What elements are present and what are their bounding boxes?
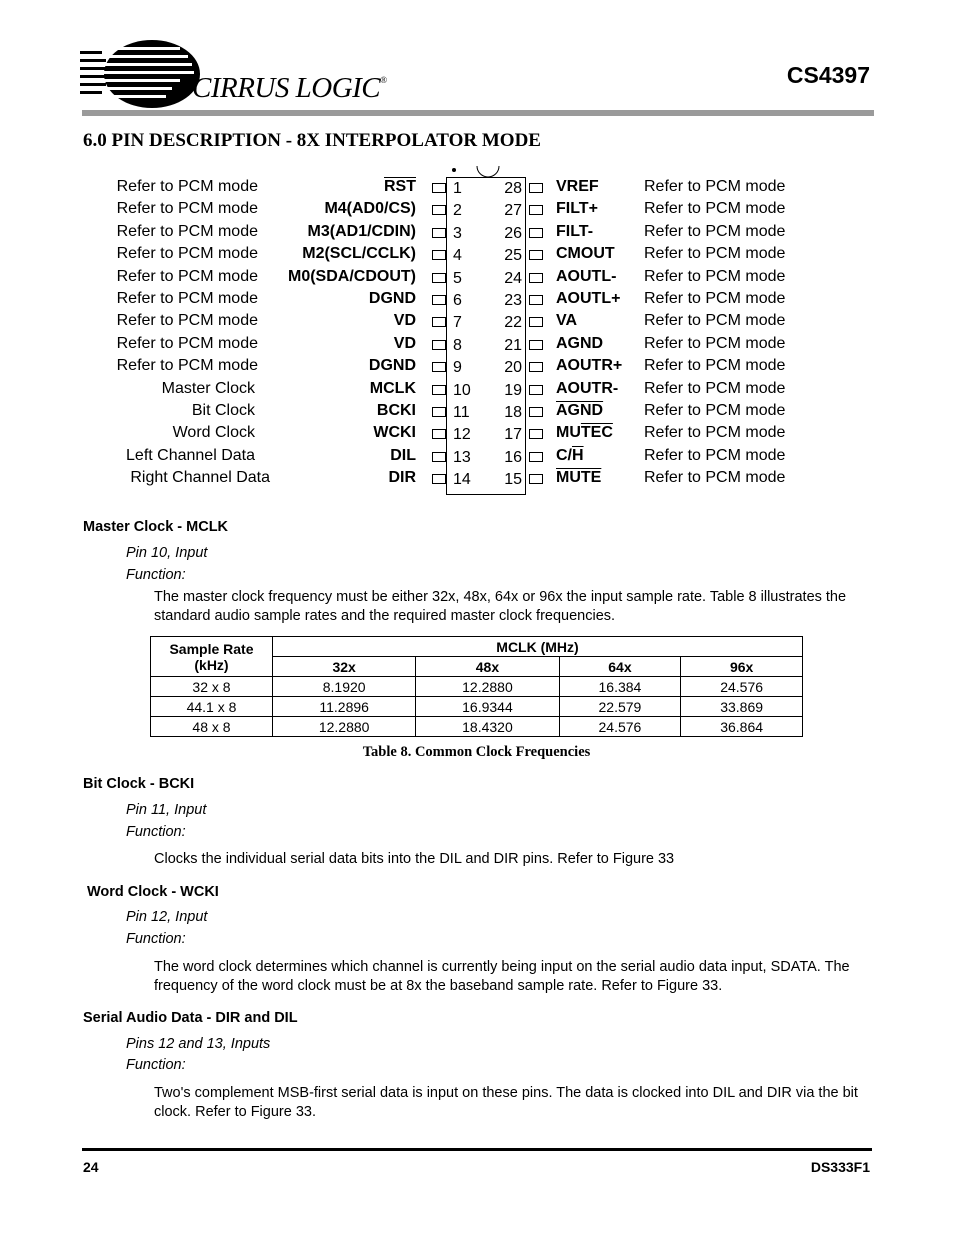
pin-number-right: 23 <box>504 292 522 309</box>
pin1-notch <box>476 166 500 180</box>
sdata-text: Two's complement MSB-first serial data is input on these pins. The data is clocked into DIL and DIR via the bit clock. Refer to Figure 33. <box>154 1085 858 1120</box>
pin-lead-left <box>432 407 446 417</box>
pin-lead-left <box>432 295 446 305</box>
wcki-text: The word clock determines which channel is currently being input on the serial audio data input, SDATA. The frequency of the word clock must be at 8x the baseband sample rate. Refer to Figure 33. <box>154 959 850 994</box>
pin-name-left: WCKI <box>373 424 416 442</box>
pin-name-right: AOUTL- <box>556 267 617 285</box>
pin-name-left: DGND <box>368 357 416 375</box>
pin-desc-right: Refer to PCM mode <box>644 245 786 263</box>
pin-desc-left: Left Channel Data <box>126 446 255 464</box>
pin-number-right: 18 <box>504 404 522 421</box>
table-row <box>151 677 803 697</box>
pin-number-right: 15 <box>504 471 522 489</box>
pin-name-right: VA <box>556 312 578 330</box>
pin-desc-left: Refer to PCM mode <box>116 357 258 375</box>
pin-lead-left <box>432 429 446 439</box>
page-number: 24 <box>83 1159 99 1175</box>
table-cell: 22.579 <box>559 697 681 717</box>
table-cell: 44.1 x 8 <box>151 697 273 717</box>
pin-lead-left <box>432 273 446 283</box>
pin-number-left: 3 <box>453 224 462 242</box>
pin-lead-left <box>432 228 446 238</box>
col-header: 64x <box>559 657 681 677</box>
pin-name-right: AOUTR- <box>556 379 619 397</box>
pin-number-right: 16 <box>504 448 522 466</box>
pin-desc-right: Refer to PCM mode <box>644 379 786 397</box>
pin-desc-left: Bit Clock <box>191 402 255 419</box>
pin-lead-left <box>432 205 446 215</box>
pin-number-right: 17 <box>504 426 522 444</box>
pin-desc-right: Refer to PCM mode <box>644 222 786 240</box>
pin-number-right: 20 <box>504 359 522 377</box>
pin-lead-right <box>529 228 543 238</box>
pin-name-left: M4(AD0/CS) <box>324 200 416 218</box>
col-header: 48x <box>416 657 559 677</box>
pin-name-left: M0(SDA/CDOUT) <box>288 267 416 285</box>
pin-number-right: 24 <box>504 269 522 287</box>
pin-lead-right <box>529 452 543 462</box>
table-row <box>151 697 803 717</box>
pin-number-left: 4 <box>453 247 462 265</box>
pin-name-right: FILT- <box>556 222 594 240</box>
pin-name-left: VD <box>393 334 416 352</box>
pin-name-right: FILT+ <box>556 200 598 218</box>
bcki-text: Clocks the individual serial data bits into the DIL and DIR pins. Refer to Figure 33 <box>154 851 675 867</box>
sdata-function-label: Function: <box>126 1057 186 1073</box>
pin-desc-left: Master Clock <box>161 379 255 397</box>
pin-name-left: DIL <box>390 446 416 464</box>
pin-desc-right: Refer to PCM mode <box>644 334 786 352</box>
part-number: CS4397 <box>786 62 870 88</box>
table-cell: 33.869 <box>681 697 803 717</box>
pin-number-right: 27 <box>504 202 522 220</box>
pin-name-right: VREF <box>556 178 599 195</box>
table-cell: 24.576 <box>681 677 803 697</box>
mclk-heading: Master Clock - MCLK <box>83 519 229 535</box>
pin-number-right: 28 <box>504 180 522 197</box>
pin-lead-left <box>432 250 446 260</box>
mclk-text: The master clock frequency must be either 32x, 48x, 64x or 96x the input sample rate. Table 8 illustrates the standard audio sample rates and the required master clock frequencies. <box>154 589 847 624</box>
pin-name-left: DGND <box>368 290 416 307</box>
table-caption: Table 8. Common Clock Frequencies <box>362 744 591 760</box>
pin-lead-right <box>529 250 543 260</box>
table-cell: 24.576 <box>559 717 681 737</box>
pin-number-left: 6 <box>453 292 462 309</box>
pin-name-left: VD <box>393 312 416 330</box>
pin1-dot <box>452 168 456 172</box>
footer-rule <box>82 1148 872 1151</box>
table-cell: 16.9344 <box>416 697 559 717</box>
pin-lead-left <box>432 362 446 372</box>
sdata-heading: Serial Audio Data - DIR and DIL <box>83 1010 298 1026</box>
pin-desc-left: Refer to PCM mode <box>116 222 258 240</box>
pin-number-left: 9 <box>453 359 462 377</box>
pin-name-right: AOUTL+ <box>556 290 621 307</box>
pin-desc-right: Refer to PCM mode <box>644 267 786 285</box>
table-cell: 36.864 <box>681 717 803 737</box>
brand-wordmark: CIRRUS LOGIC® <box>192 72 387 104</box>
pin-name-left: DIR <box>388 469 416 487</box>
pin-lead-right <box>529 362 543 372</box>
table-cell: 48 x 8 <box>151 717 273 737</box>
pin-desc-left: Word Clock <box>172 424 255 442</box>
table-cell: 16.384 <box>559 677 681 697</box>
pin-name-left: MCLK <box>369 379 416 397</box>
pin-number-right: 21 <box>504 336 522 354</box>
pin-desc-right: Refer to PCM mode <box>644 469 786 487</box>
col-header: 32x <box>273 657 416 677</box>
pin-lead-left <box>432 340 446 350</box>
pin-name-right: AGND <box>556 402 604 419</box>
section-title: 6.0 PIN DESCRIPTION - 8X INTERPOLATOR MODE <box>83 130 541 151</box>
pin-name-right: MUTE <box>556 469 602 487</box>
pin-name-right: $MU\overline{TEC}$ <box>556 424 613 442</box>
document-id: DS333F1 <box>810 1159 870 1175</box>
table-cell: 12.2880 <box>273 717 416 737</box>
pin-name-left: M2(SCL/CCLK) <box>302 245 416 263</box>
pin-desc-left: Refer to PCM mode <box>116 267 258 285</box>
pin-name-left: M3(AD1/CDIN) <box>307 222 416 240</box>
pin-lead-left <box>432 385 446 395</box>
clock-frequency-table <box>150 636 803 737</box>
pin-lead-right <box>529 273 543 283</box>
pin-number-left: 8 <box>453 336 462 354</box>
pin-lead-left <box>432 452 446 462</box>
pin-lead-right <box>529 340 543 350</box>
pin-desc-right: Refer to PCM mode <box>644 178 786 195</box>
pin-number-right: 22 <box>504 314 522 332</box>
pin-number-left: 13 <box>453 448 471 466</box>
pin-number-left: 14 <box>453 471 471 489</box>
pin-number-left: 12 <box>453 426 471 444</box>
table-cell: 12.2880 <box>416 677 559 697</box>
pin-desc-right: Refer to PCM mode <box>644 290 786 307</box>
pin-number-right: 25 <box>504 247 522 265</box>
pin-lead-right <box>529 205 543 215</box>
mclk-function-label: Function: <box>126 567 186 583</box>
pin-desc-left: Refer to PCM mode <box>116 245 258 263</box>
pin-lead-right <box>529 407 543 417</box>
pin-lead-left <box>432 474 446 484</box>
pin-number-left: 1 <box>453 180 462 197</box>
pin-desc-left: Refer to PCM mode <box>116 290 258 307</box>
bcki-function-label: Function: <box>126 824 186 840</box>
pin-number-left: 5 <box>453 269 462 287</box>
col-header: 96x <box>681 657 803 677</box>
pin-number-left: 11 <box>453 404 470 421</box>
group-mclk-header: MCLK (MHz) <box>273 637 803 657</box>
pin-lead-right <box>529 429 543 439</box>
bcki-pin: Pin 11, Input <box>126 802 207 818</box>
col-sample-rate-header: Sample Rate (kHz) <box>151 637 273 677</box>
table-cell: 18.4320 <box>416 717 559 737</box>
pin-name-right: AGND <box>556 334 604 352</box>
bcki-heading: Bit Clock - BCKI <box>83 776 195 792</box>
pin-number-right: 19 <box>504 381 522 399</box>
pin-desc-right: Refer to PCM mode <box>644 200 786 218</box>
pin-name-right: $C/\overline{H}$ <box>556 446 584 464</box>
pin-desc-left: Right Channel Data <box>130 469 270 487</box>
wcki-heading: Word Clock - WCKI <box>87 884 219 900</box>
pin-desc-right: Refer to PCM mode <box>644 402 786 419</box>
header-rule <box>82 110 874 116</box>
pin-desc-left: Refer to PCM mode <box>116 178 258 195</box>
pin-desc-right: Refer to PCM mode <box>644 312 786 330</box>
table-cell: 11.2896 <box>273 697 416 717</box>
pin-desc-right: Refer to PCM mode <box>644 424 786 442</box>
pin-lead-right <box>529 474 543 484</box>
wcki-pin: Pin 12, Input <box>126 909 208 925</box>
pin-lead-left <box>432 317 446 327</box>
pin-lead-right <box>529 183 543 193</box>
table-row <box>151 717 803 737</box>
pin-desc-left: Refer to PCM mode <box>116 312 258 330</box>
pin-number-left: 10 <box>453 381 471 399</box>
mclk-pin: Pin 10, Input <box>126 545 208 561</box>
pin-number-left: 2 <box>453 202 462 220</box>
pin-desc-left: Refer to PCM mode <box>116 200 258 218</box>
wcki-function-label: Function: <box>126 931 186 947</box>
pin-desc-left: Refer to PCM mode <box>116 334 258 352</box>
pin-desc-right: Refer to PCM mode <box>644 446 786 464</box>
pin-name-right: AOUTR+ <box>556 357 623 375</box>
pin-name-left: BCKI <box>376 402 416 419</box>
pin-lead-right <box>529 295 543 305</box>
pin-lead-left <box>432 183 446 193</box>
pin-number-right: 26 <box>504 224 522 242</box>
sdata-pin: Pins 12 and 13, Inputs <box>126 1036 271 1052</box>
table-cell: 8.1920 <box>273 677 416 697</box>
pin-lead-right <box>529 385 543 395</box>
pin-desc-right: Refer to PCM mode <box>644 357 786 375</box>
pin-number-left: 7 <box>453 314 462 332</box>
pin-lead-right <box>529 317 543 327</box>
pin-name-left: $\overline{RST}$ <box>384 178 416 195</box>
pin-name-right: CMOUT <box>556 245 615 263</box>
table-cell: 32 x 8 <box>151 677 273 697</box>
